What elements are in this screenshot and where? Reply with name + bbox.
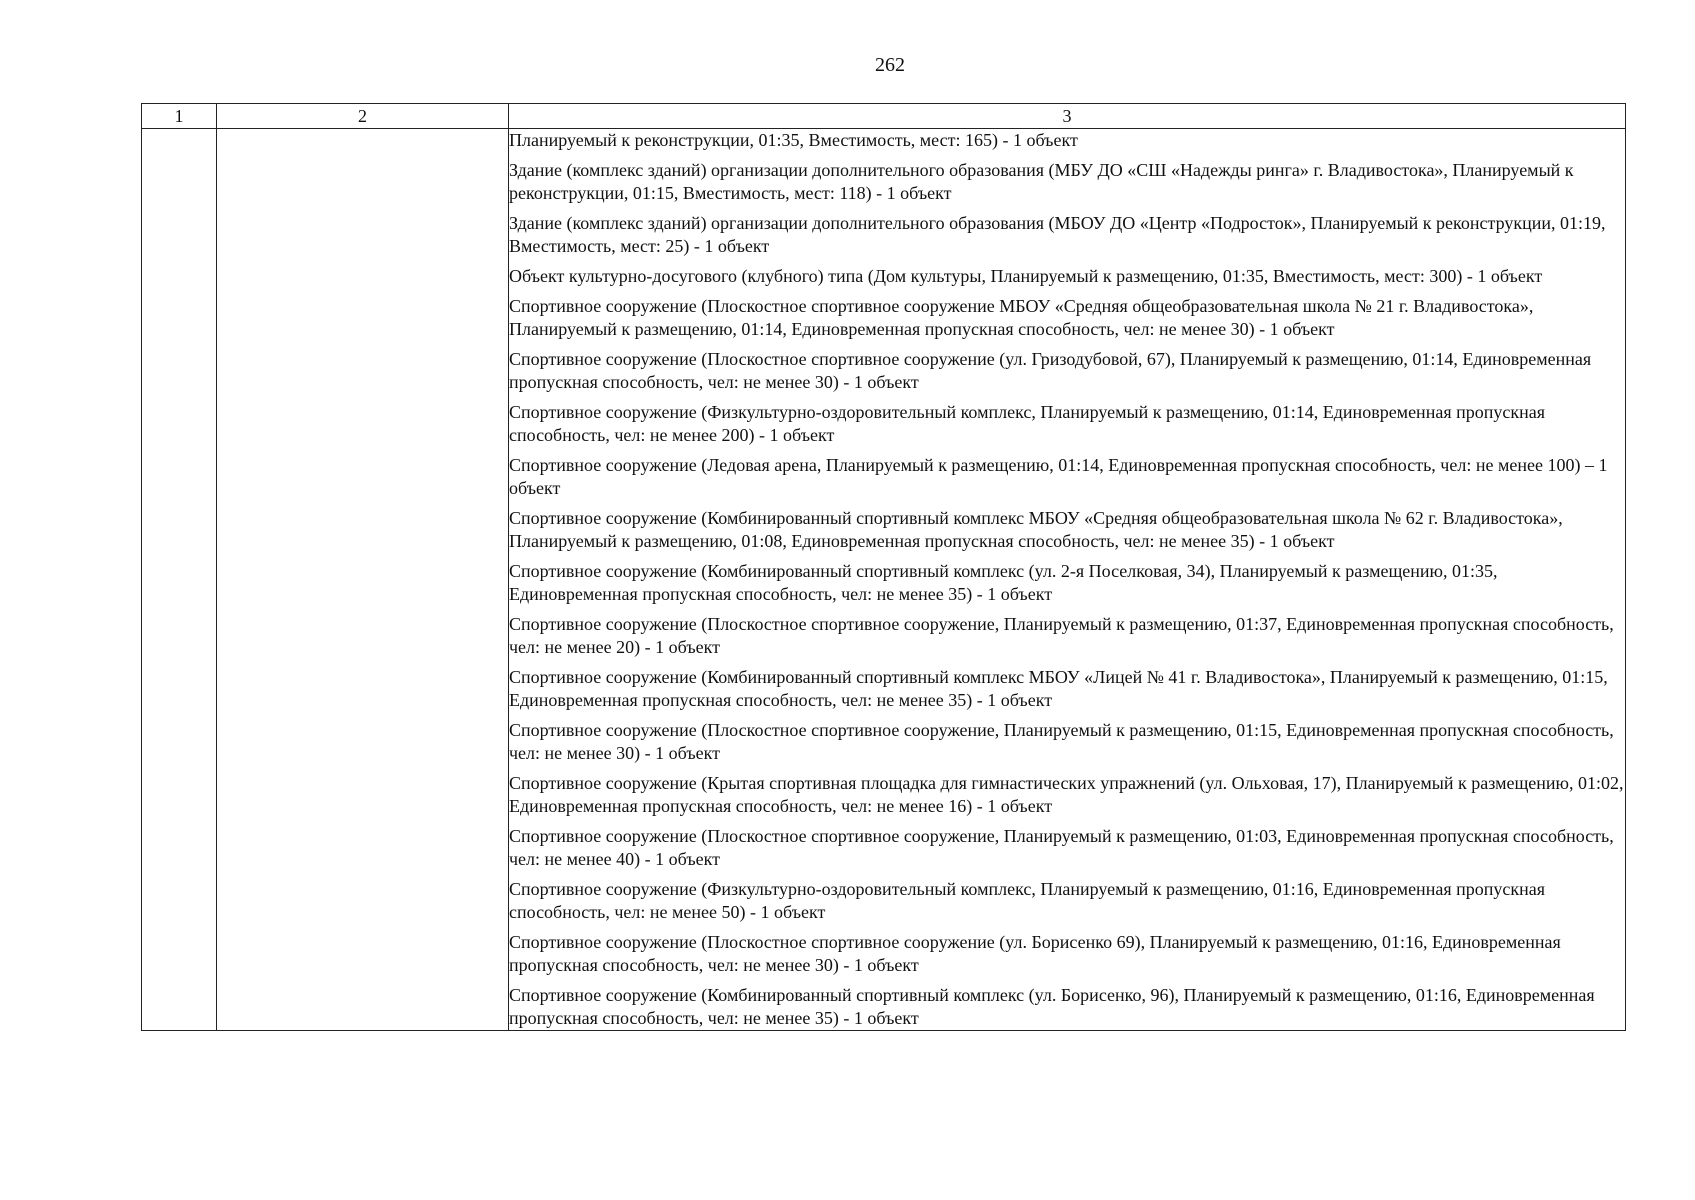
list-item: Спортивное сооружение (Плоскостное спортивное сооружение, Планируемый к размещению, 01:15, Единовременная пропускная способность, чел: не менее 30) - 1 объект: [509, 720, 1614, 763]
list-item: Спортивное сооружение (Плоскостное спортивное сооружение (ул. Гризодубовой, 67), Планируемый к размещению, 01:14, Единовременная пропускная способность, чел: не менее 30) - 1 объект: [509, 349, 1592, 392]
list-item: Спортивное сооружение (Плоскостное спортивное сооружение МБОУ «Средняя общеобразовательная школа № 21 г. Владивостока», Планируемый к размещению, 01:14, Единовременная пропускная способность, чел: не менее 30) - 1 объект: [509, 296, 1534, 339]
cell-column-1: [142, 129, 217, 1031]
list-item: Планируемый к реконструкции, 01:35, Вместимость, мест: 165) - 1 объект: [509, 130, 1078, 150]
cell-column-3: [509, 129, 1626, 1031]
list-item: Объект культурно-досугового (клубного) типа (Дом культуры, Планируемый к размещению, 01:35, Вместимость, мест: 300) - 1 объект: [509, 266, 1543, 286]
list-item: Спортивное сооружение (Плоскостное спортивное сооружение, Планируемый к размещению, 01:03, Единовременная пропускная способность, чел: не менее 40) - 1 объект: [509, 826, 1614, 869]
list-item: Спортивное сооружение (Комбинированный спортивный комплекс (ул. 2-я Поселковая, 34), Планируемый к размещению, 01:35, Единовременная пропускная способность, чел: не менее 35) - 1 объект: [509, 561, 1498, 604]
page-number: 262: [875, 54, 905, 76]
column-header-1: 1: [142, 104, 217, 129]
list-item: Спортивное сооружение (Физкультурно-оздоровительный комплекс, Планируемый к размещению, 01:16, Единовременная пропускная способность, чел: не менее 50) - 1 объект: [509, 879, 1545, 922]
list-item: Спортивное сооружение (Крытая спортивная площадка для гимнастических упражнений (ул. Ольховая, 17), Планируемый к размещению, 01:02, Единовременная пропускная способность, чел: не менее 16) - 1 объект: [509, 773, 1624, 816]
column-header-3: 3: [509, 104, 1626, 129]
list-item: Спортивное сооружение (Ледовая арена, Планируемый к размещению, 01:14, Единовременная пропускная способность, чел: не менее 100) – 1 объект: [509, 455, 1608, 498]
list-item: Спортивное сооружение (Комбинированный спортивный комплекс МБОУ «Средняя общеобразовательная школа № 62 г. Владивостока», Планируемый к размещению, 01:08, Единовременная пропускная способность, чел: не менее 35) - 1 объект: [509, 508, 1563, 551]
cell-column-2: [217, 129, 509, 1031]
table-header-row: [142, 104, 1626, 129]
list-item: Спортивное сооружение (Физкультурно-оздоровительный комплекс, Планируемый к размещению, 01:14, Единовременная пропускная способность, чел: не менее 200) - 1 объект: [509, 402, 1545, 445]
list-item: Спортивное сооружение (Комбинированный спортивный комплекс МБОУ «Лицей № 41 г. Владивостока», Планируемый к размещению, 01:15, Единовременная пропускная способность, чел: не менее 35) - 1 объект: [509, 667, 1608, 710]
column-header-2: 2: [217, 104, 509, 129]
list-item: Спортивное сооружение (Плоскостное спортивное сооружение (ул. Борисенко 69), Планируемый к размещению, 01:16, Единовременная пропускная способность, чел: не менее 30) - 1 объект: [509, 932, 1561, 975]
list-item: Здание (комплекс зданий) организации дополнительного образования (МБОУ ДО «Центр «Подросток», Планируемый к реконструкции, 01:19, Вместимость, мест: 25) - 1 объект: [509, 213, 1606, 256]
document-table: [141, 103, 1626, 1031]
list-item: Спортивное сооружение (Плоскостное спортивное сооружение, Планируемый к размещению, 01:37, Единовременная пропускная способность, чел: не менее 20) - 1 объект: [509, 614, 1614, 657]
list-item: Здание (комплекс зданий) организации дополнительного образования (МБУ ДО «СШ «Надежды ринга» г. Владивостока», Планируемый к реконструкции, 01:15, Вместимость, мест: 118) - 1 объект: [509, 160, 1574, 203]
table-row: [142, 129, 1626, 1031]
list-item: Спортивное сооружение (Комбинированный спортивный комплекс (ул. Борисенко, 96), Планируемый к размещению, 01:16, Единовременная пропускная способность, чел: не менее 35) - 1 объект: [509, 985, 1595, 1028]
